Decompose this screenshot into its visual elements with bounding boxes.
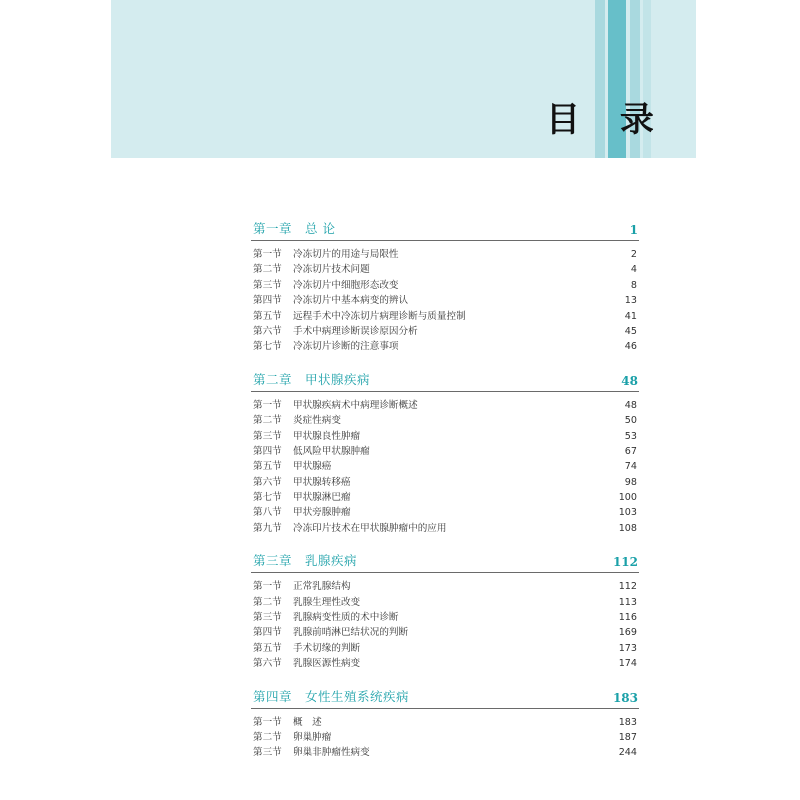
section-entry[interactable]: [251, 610, 639, 625]
section-entry[interactable]: [251, 625, 639, 640]
section-number: 第一节: [253, 581, 282, 593]
section-number: 第七节: [253, 341, 282, 353]
section-entry[interactable]: [251, 641, 639, 656]
section-page-number: 174: [618, 658, 637, 670]
section-title: 冷冻切片中细胞形态改变: [293, 279, 399, 291]
section-title: 冷冻印片技术在甲状腺肿瘤中的应用: [293, 522, 447, 534]
section-entry[interactable]: [251, 595, 639, 610]
section-page-number: 45: [624, 325, 637, 337]
section-page-number: 67: [624, 445, 637, 457]
section-number: 第五节: [253, 310, 282, 322]
section-title: 甲状腺良性肿瘤: [293, 430, 361, 442]
chapter-heading[interactable]: [251, 548, 639, 573]
section-number: 第四节: [253, 627, 282, 639]
section-title: 冷冻切片诊断的注意事项: [293, 341, 399, 353]
section-page-number: 112: [618, 581, 637, 593]
chapter-title: 第一章 总 论: [253, 221, 336, 236]
chapter-title: 第二章 甲状腺疾病: [253, 371, 371, 387]
section-number: 第三节: [253, 430, 282, 442]
section-entry[interactable]: [251, 339, 639, 354]
section-number: 第五节: [253, 642, 282, 654]
section-page-number: 173: [618, 642, 637, 654]
chapter-heading[interactable]: [251, 367, 639, 392]
section-title: 卵巢非肿瘤性病变: [293, 747, 370, 759]
chapter-block: [251, 367, 639, 537]
chapter-block: [251, 684, 639, 761]
section-number: 第一节: [253, 716, 282, 728]
section-number: 第三节: [253, 612, 282, 624]
section-number: 第六节: [253, 476, 282, 488]
section-title: 乳腺医源性病变: [293, 658, 361, 670]
section-title: 低风险甲状腺肿瘤: [293, 445, 370, 457]
section-number: 第三节: [253, 279, 282, 291]
section-entry[interactable]: [251, 505, 639, 520]
section-entry[interactable]: [251, 247, 639, 262]
section-page-number: 48: [624, 399, 637, 411]
section-title: 冷冻切片技术问题: [293, 264, 370, 276]
section-page-number: 41: [624, 310, 637, 322]
section-entry[interactable]: [251, 459, 639, 474]
section-entry[interactable]: [251, 278, 639, 293]
section-page-number: 113: [618, 596, 637, 608]
section-page-number: 2: [630, 249, 637, 260]
section-entry[interactable]: [251, 579, 639, 594]
section-title: 远程手术中冷冻切片病理诊断与质量控制: [293, 310, 466, 322]
section-title: 乳腺前哨淋巴结状况的判断: [293, 627, 409, 639]
section-title: 甲状旁腺肿瘤: [293, 507, 351, 519]
chapter-heading[interactable]: [251, 216, 639, 241]
section-number: 第一节: [253, 249, 282, 260]
section-title: 手术切缘的判断: [293, 642, 361, 654]
section-number: 第一节: [253, 399, 282, 411]
section-number: 第四节: [253, 445, 282, 457]
section-title: 卵巢肿瘤: [293, 731, 332, 743]
section-page-number: 74: [624, 461, 637, 473]
section-title: 甲状腺癌: [293, 461, 332, 473]
section-title: 甲状腺疾病术中病理诊断概述: [293, 399, 418, 411]
section-page-number: 53: [624, 430, 637, 442]
section-page-number: 103: [618, 507, 637, 519]
section-page-number: 116: [618, 612, 637, 624]
section-title: 概 述: [293, 716, 322, 728]
section-entry[interactable]: [251, 398, 639, 413]
chapter-block: [251, 216, 639, 355]
section-entry[interactable]: [251, 324, 639, 339]
section-number: 第二节: [253, 596, 282, 608]
section-page-number: 8: [630, 279, 637, 291]
chapter-page-number: 183: [612, 690, 638, 705]
section-title: 手术中病理诊断误诊原因分析: [293, 325, 418, 337]
section-entry[interactable]: [251, 429, 639, 444]
section-page-number: 98: [624, 476, 637, 488]
section-number: 第八节: [253, 507, 282, 519]
section-entry[interactable]: [251, 521, 639, 536]
chapter-title: 第四章 女性生殖系统疾病: [253, 688, 410, 704]
section-title: 甲状腺转移癌: [293, 476, 351, 488]
table-of-contents: [251, 216, 639, 773]
section-number: 第五节: [253, 461, 282, 473]
section-title: 乳腺生理性改变: [293, 596, 361, 608]
section-number: 第三节: [253, 747, 282, 759]
chapter-block: [251, 548, 639, 671]
section-entry[interactable]: [251, 413, 639, 428]
section-page-number: 169: [618, 627, 637, 639]
section-entry[interactable]: [251, 475, 639, 490]
section-title: 乳腺病变性质的术中诊断: [293, 612, 399, 624]
section-entry[interactable]: [251, 309, 639, 324]
section-number: 第九节: [253, 522, 282, 534]
section-title: 冷冻切片的用途与局限性: [293, 249, 399, 260]
section-entry[interactable]: [251, 444, 639, 459]
section-number: 第六节: [253, 658, 282, 670]
chapter-heading[interactable]: [251, 684, 639, 709]
section-entry[interactable]: [251, 262, 639, 277]
section-title: 正常乳腺结构: [293, 581, 351, 593]
section-page-number: 4: [630, 264, 637, 276]
section-entry[interactable]: [251, 293, 639, 308]
chapter-page-number: 112: [612, 555, 638, 570]
chapter-page-number: 48: [621, 373, 638, 388]
section-page-number: 13: [624, 295, 637, 307]
section-number: 第六节: [253, 325, 282, 337]
section-page-number: 244: [618, 747, 637, 759]
section-title: 炎症性病变: [293, 415, 341, 427]
chapter-page-number: 1: [629, 223, 638, 237]
section-entry[interactable]: [251, 656, 639, 671]
section-page-number: 108: [618, 522, 637, 534]
section-page-number: 50: [624, 415, 637, 427]
section-entry[interactable]: [251, 745, 639, 760]
section-entry[interactable]: [251, 490, 639, 505]
section-number: 第二节: [253, 264, 282, 276]
section-page-number: 100: [618, 492, 637, 504]
page-title: 目 录: [546, 100, 668, 140]
section-number: 第二节: [253, 415, 282, 427]
section-title: 冷冻切片中基本病变的辨认: [293, 295, 409, 307]
section-number: 第四节: [253, 295, 282, 307]
section-entry[interactable]: [251, 715, 639, 730]
section-page-number: 187: [618, 731, 637, 743]
section-entry[interactable]: [251, 730, 639, 745]
chapter-title: 第三章 乳腺疾病: [253, 553, 358, 569]
section-page-number: 183: [618, 716, 637, 728]
section-page-number: 46: [624, 341, 637, 353]
section-title: 甲状腺淋巴瘤: [293, 492, 351, 504]
section-number: 第七节: [253, 492, 282, 504]
section-number: 第二节: [253, 731, 282, 743]
